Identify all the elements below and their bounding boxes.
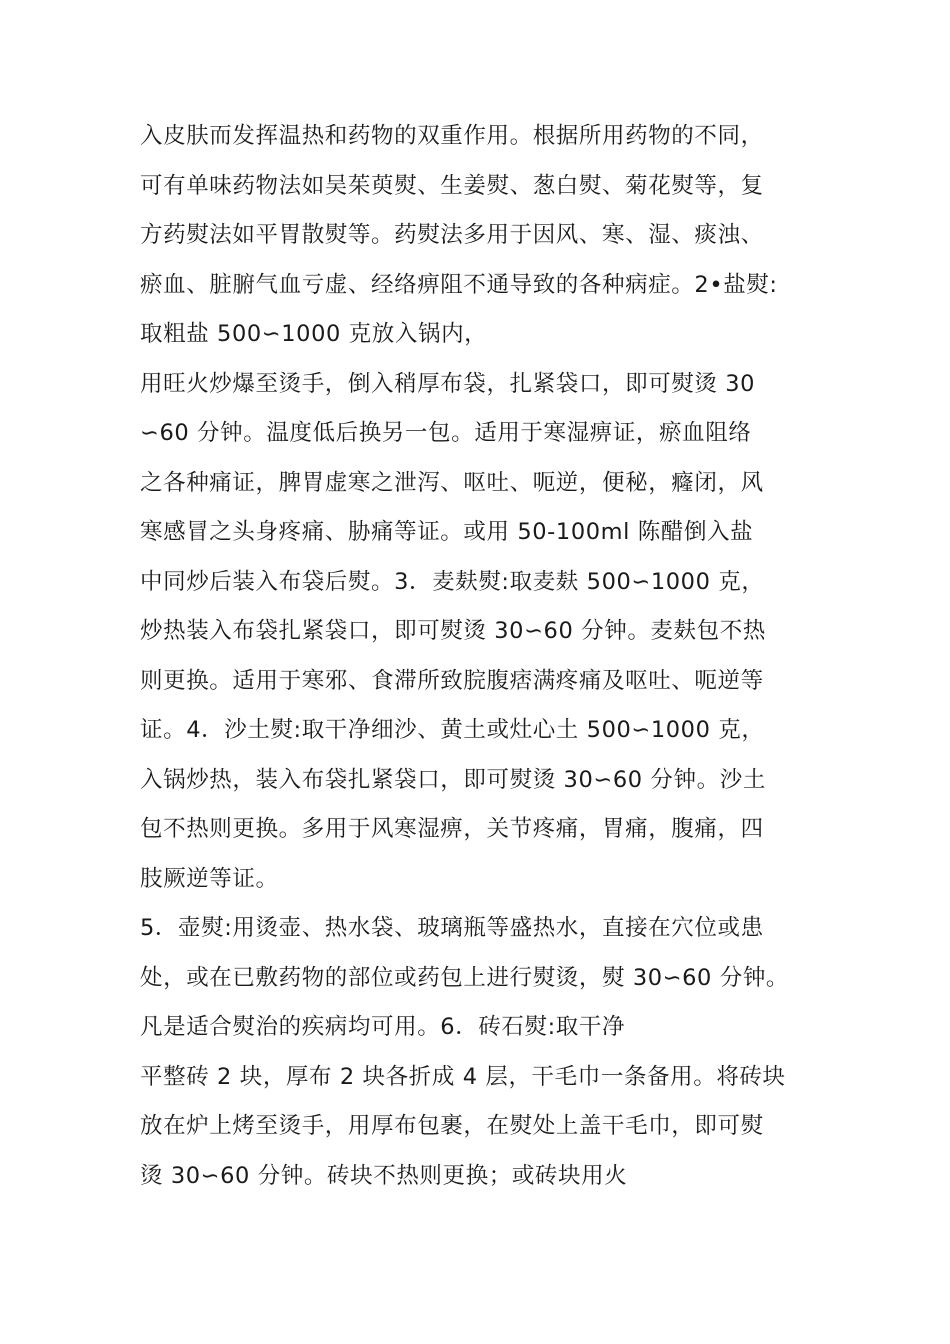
text-line: 平整砖 2 块，厚布 2 块各折成 4 层，干毛巾一条备用。将砖块 [140,1063,786,1090]
text-line: 入锅炒热，装入布袋扎紧袋口，即可熨烫 30∽60 分钟。沙土 [140,766,766,793]
text-line: 证。4．沙土熨:取干净细沙、黄土或灶心土 500∽1000 克， [140,717,765,743]
text-line: 瘀血、脏腑气血亏虚、经络痹阻不通导致的各种病症。2•盐熨: [140,271,778,298]
text-line: 取粗盐 500∽1000 克放入锅内， [140,321,488,347]
text-line: 用旺火炒爆至烫手，倒入稍厚布袋，扎紧袋口，即可熨烫 30 [140,370,756,397]
text-line: ∽60 分钟。温度低后换另一包。适用于寒湿痹证，瘀血阻络 [140,420,752,446]
text-line: 烫 30∽60 分钟。砖块不热则更换；或砖块用火 [140,1162,628,1189]
text-line: 5．壶熨:用烫壶、热水袋、玻璃瓶等盛热水，直接在穴位或患 [140,915,764,941]
text-line: 凡是适合熨治的疾病均可用。6．砖石熨:取干净 [140,1014,626,1040]
body-text [140,112,820,1201]
text-line: 中同炒后装入布袋后熨。3．麦麸熨:取麦麸 500∽1000 克， [140,568,765,595]
text-line: 放在炉上烤至烫手，用厚布包裹，在熨处上盖干毛巾，即可熨 [140,1113,764,1139]
text-line: 方药熨法如平胃散熨等。药熨法多用于因风、寒、湿、痰浊、 [140,222,764,248]
text-line: 包不热则更换。多用于风寒湿痹，关节疼痛，胃痛，腹痛，四 [140,816,764,842]
text-line: 炒热装入布袋扎紧袋口，即可熨烫 30∽60 分钟。麦麸包不热 [140,618,766,644]
text-line: 寒感冒之头身疼痛、胁痛等证。或用 50-100ml 陈醋倒入盐 [140,519,754,545]
text-line: 则更换。适用于寒邪、食滞所致脘腹痞满疼痛及呕吐、呃逆等 [140,667,764,694]
text-line: 肢厥逆等证。 [140,865,279,892]
text-line: 处，或在已敷药物的部位或药包上进行熨烫，熨 30∽60 分钟。 [140,964,790,991]
text-line: 入皮肤而发挥温热和药物的双重作用。根据所用药物的不同， [140,123,764,149]
text-line: 之各种痛证，脾胃虚寒之泄泻、呕吐、呃逆，便秘，癃闭，风 [140,469,764,496]
text-line: 可有单味药物法如吴茱萸熨、生姜熨、葱白熨、菊花熨等，复 [140,172,764,199]
